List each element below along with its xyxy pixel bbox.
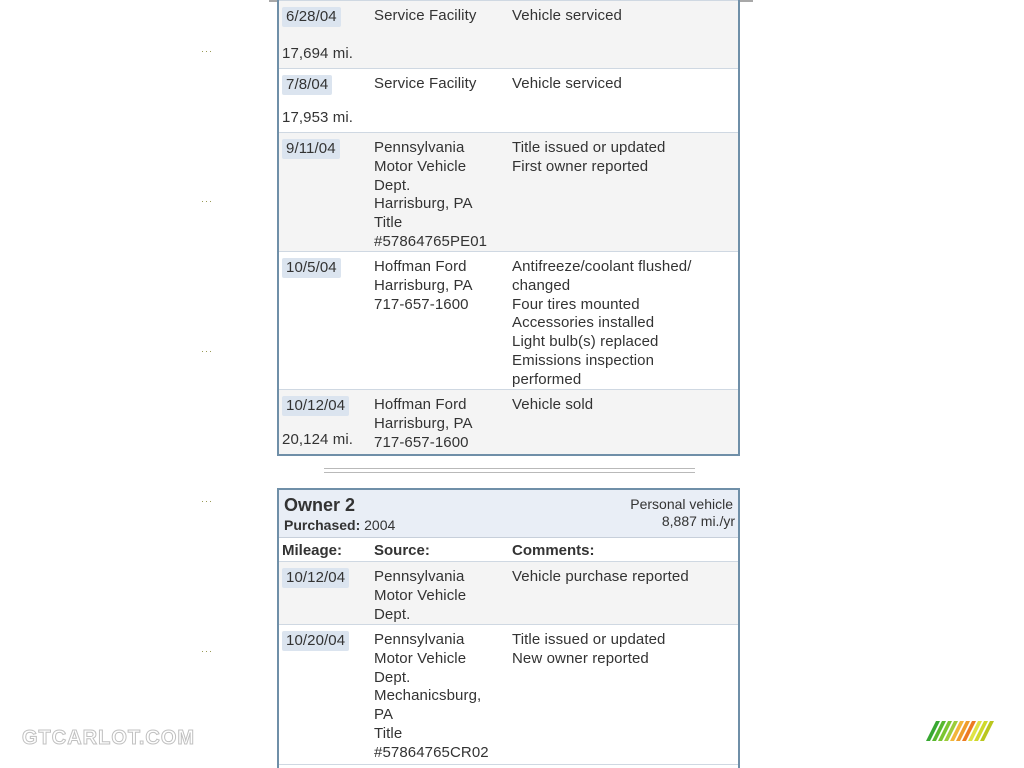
record-date: 9/11/04 [282, 139, 340, 159]
source-line: Title [374, 724, 403, 742]
mileage-header: Mileage: [282, 542, 343, 559]
comment-line: Title issued or updated [512, 139, 666, 156]
dotted-mark: ··· [201, 346, 213, 356]
owner-header [279, 490, 738, 538]
record-mileage: 17,694 mi. [282, 45, 354, 63]
comment-line: Vehicle sold [512, 396, 594, 413]
source-line: PA [374, 706, 394, 724]
purchased-row [284, 517, 395, 533]
record-source [374, 631, 504, 763]
source-line: 717-657-1600 [374, 433, 469, 451]
source-line: Harrisburg, PA [374, 414, 473, 432]
source-line: #57864765PE01 [374, 232, 488, 250]
dotted-mark: ··· [201, 496, 213, 506]
source-line: Motor Vehicle [374, 586, 467, 604]
history-record [279, 132, 738, 251]
record-comments [512, 7, 732, 26]
source-line: Hoffman Ford [374, 258, 467, 275]
history-record [279, 251, 738, 389]
record-date: 6/28/04 [282, 7, 341, 27]
owner-2-records [279, 562, 738, 765]
comment-line: Vehicle serviced [512, 75, 622, 92]
record-date: 10/12/04 [282, 568, 349, 588]
comments-header: Comments: [512, 542, 595, 559]
brand-stripes-icon [920, 719, 998, 743]
record-mileage: 17,953 mi. [282, 109, 354, 127]
source-line: Mechanicsburg, [374, 687, 482, 705]
dotted-mark: ··· [201, 646, 213, 656]
source-line: Dept. [374, 605, 411, 623]
comment-line: Title issued or updated [512, 631, 666, 648]
record-source [374, 139, 504, 252]
comment-line: Four tires mounted [512, 295, 640, 313]
record-source [374, 7, 504, 26]
source-line: Dept. [374, 668, 411, 686]
miles-per-year: 8,887 mi./yr [661, 513, 735, 529]
record-comments [512, 258, 732, 390]
comment-line: Emissions inspection [512, 351, 655, 369]
watermark: GTCARLOT.COM [22, 727, 196, 749]
record-source [374, 568, 504, 624]
history-record [279, 0, 738, 68]
record-source [374, 258, 504, 314]
comment-line: Vehicle purchase reported [512, 568, 689, 585]
source-line: Harrisburg, PA [374, 276, 473, 294]
section-separator [324, 468, 695, 473]
record-mileage: 20,124 mi. [282, 431, 354, 449]
column-headers [279, 538, 738, 562]
record-comments [512, 75, 732, 94]
comment-line: Antifreeze/coolant flushed/ [512, 258, 692, 275]
history-record [279, 562, 738, 625]
owner-title: Owner 2 [284, 495, 356, 515]
record-source [374, 75, 504, 94]
owner-2-panel [277, 488, 740, 768]
source-line: Harrisburg, PA [374, 195, 473, 213]
dotted-mark: ··· [201, 196, 213, 206]
source-line: Motor Vehicle [374, 157, 467, 175]
record-comments [512, 396, 732, 415]
comment-line: performed [512, 370, 582, 388]
vehicle-type: Personal vehicle [630, 496, 733, 512]
record-date: 10/5/04 [282, 258, 341, 278]
purchased-value: 2004 [364, 517, 396, 533]
comment-line: First owner reported [512, 157, 649, 175]
source-line: #57864765CR02 [374, 743, 489, 761]
comment-line: Light bulb(s) replaced [512, 333, 659, 351]
record-source [374, 396, 504, 452]
purchased-label: Purchased: [284, 517, 361, 533]
history-record [279, 625, 738, 765]
source-line: Dept. [374, 176, 411, 194]
history-record [279, 389, 738, 454]
record-date: 10/12/04 [282, 396, 349, 416]
dotted-mark: ··· [201, 46, 213, 56]
comment-line: Accessories installed [512, 314, 655, 332]
comment-line: changed [512, 276, 571, 294]
comment-line: New owner reported [512, 649, 649, 667]
history-record [279, 68, 738, 132]
record-comments [512, 139, 732, 177]
source-line: Motor Vehicle [374, 649, 467, 667]
source-line: Title [374, 214, 403, 232]
source-line: 717-657-1600 [374, 295, 469, 313]
source-line: Hoffman Ford [374, 396, 467, 413]
record-date: 10/20/04 [282, 631, 349, 651]
record-comments [512, 568, 732, 587]
source-line: Pennsylvania [374, 139, 465, 156]
source-line: Pennsylvania [374, 631, 465, 648]
source-line: Pennsylvania [374, 568, 465, 585]
source-line: Service Facility [374, 7, 477, 24]
source-line: Service Facility [374, 75, 477, 92]
record-comments [512, 631, 732, 669]
source-header: Source: [374, 542, 430, 559]
comment-line: Vehicle serviced [512, 7, 622, 24]
owner-1-history-panel [277, 0, 740, 456]
record-date: 7/8/04 [282, 75, 332, 95]
